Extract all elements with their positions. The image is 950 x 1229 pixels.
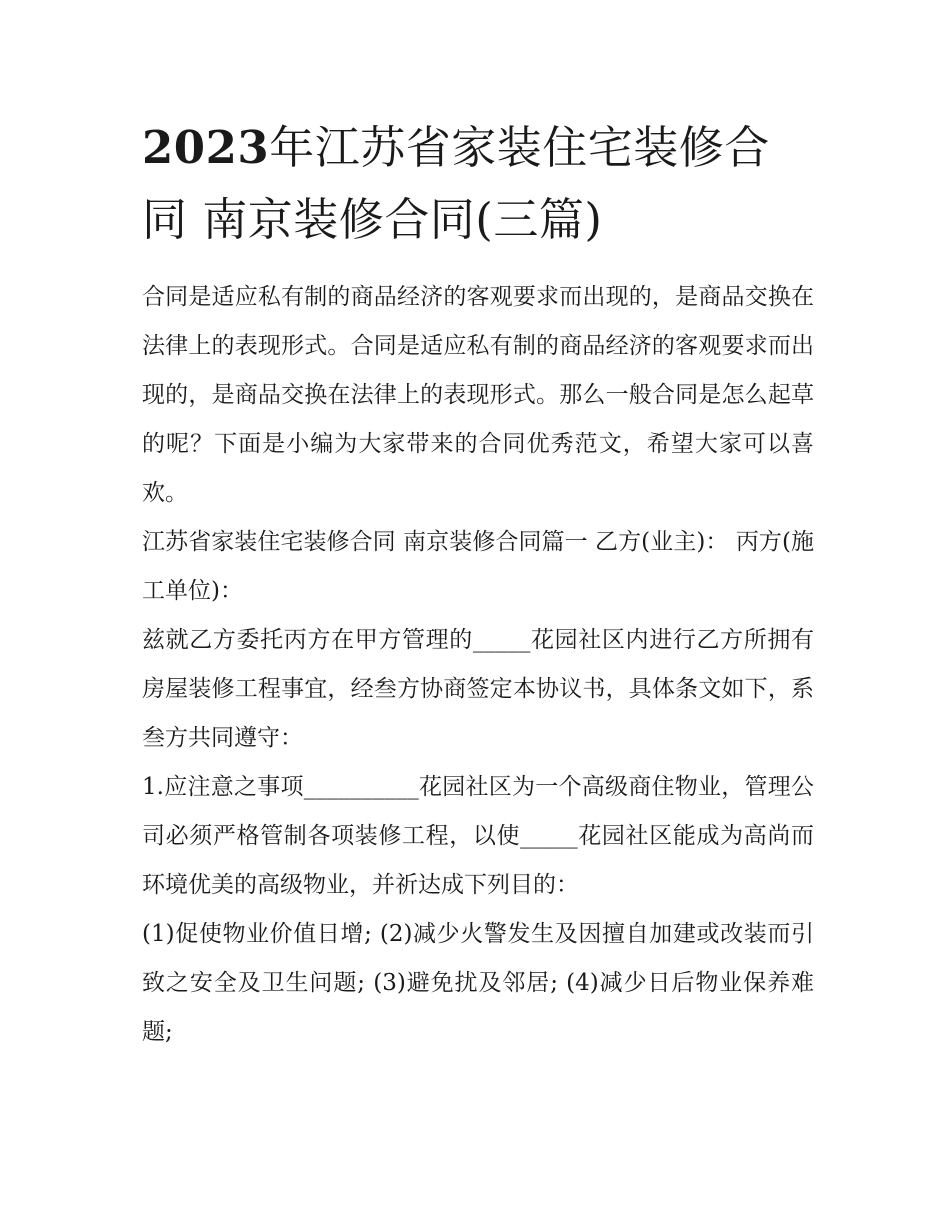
title-year: 2023 — [142, 121, 270, 174]
parties-paragraph: 江苏省家装住宅装修合同 南京装修合同篇一 乙方(业主)： 丙方(施工单位)： — [142, 529, 814, 604]
clause-1-items-paragraph: (1)促使物业价值日增; (2)减少火警发生及因擅自加建或改装而引致之安全及卫生问题; (3)避免扰及邻居; (4)减少日后物业保养难题; — [142, 921, 814, 1045]
clause-1-paragraph: 1.应注意之事项__________花园社区为一个高级商住物业，管理公司必须严格管制各项装修工程，以使_____花园社区能成为高尚而环境优美的高级物业，并祈达成下列目的： — [142, 774, 814, 898]
agreement-paragraph: 兹就乙方委托丙方在甲方管理的_____花园社区内进行乙方所拥有房屋装修工程事宜，经叁方协商签定本协议书，具体条文如下，系叁方共同遵守： — [142, 627, 814, 751]
title-text: 年江苏省家装住宅装修合同 南京装修合同(三篇) — [142, 121, 770, 246]
document-page — [142, 112, 814, 1057]
document-title — [142, 112, 814, 256]
intro-paragraph: 合同是适应私有制的商品经济的客观要求而出现的，是商品交换在法律上的表现形式。合同是适应私有制的商品经济的客观要求而出现的，是商品交换在法律上的表现形式。那么一般合同是怎么起草的呢？下面是小编为大家带来的合同优秀范文，希望大家可以喜欢。 — [142, 284, 814, 506]
